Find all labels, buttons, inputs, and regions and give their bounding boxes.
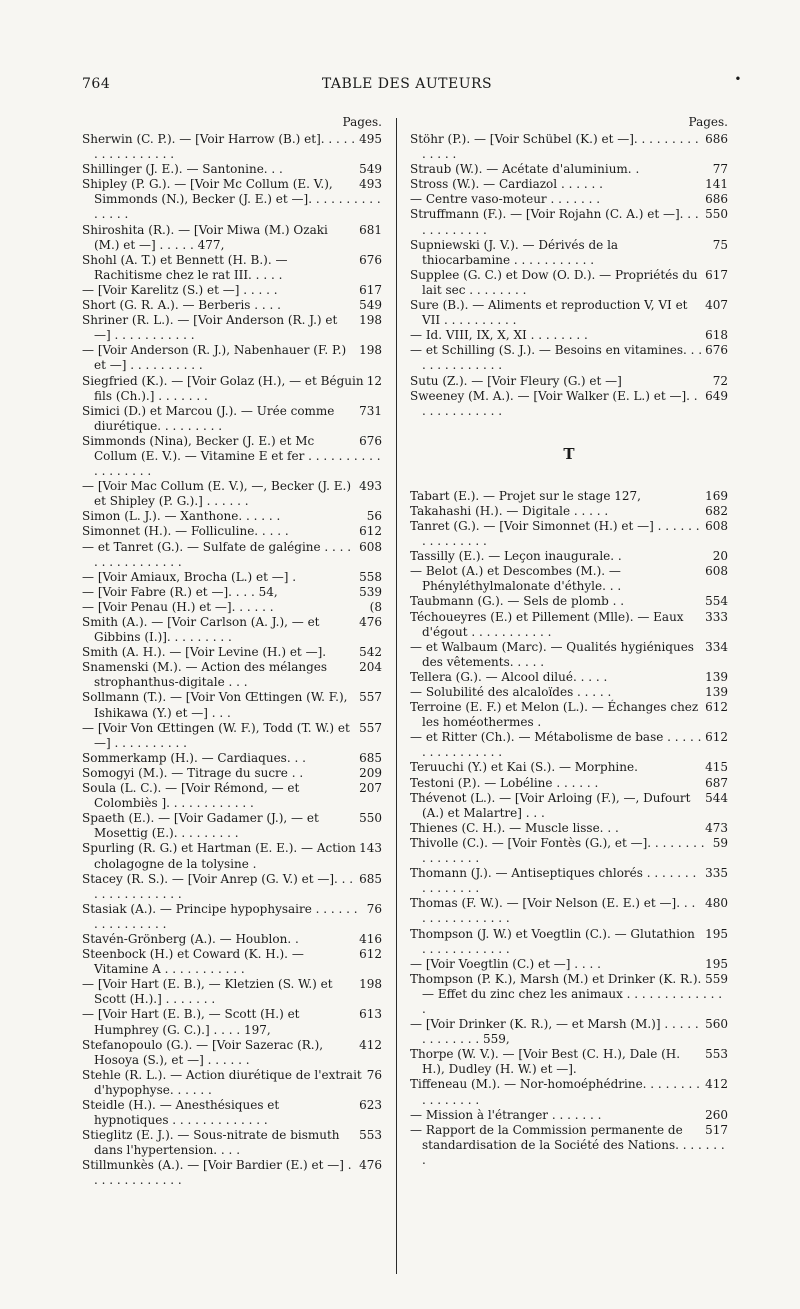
index-entry	[410, 927, 728, 957]
entry-page-number: 195	[705, 926, 728, 941]
entry-text: Taubmann (G.). — Sels de plomb . .	[410, 594, 625, 609]
index-entry	[82, 177, 382, 222]
entry-page-number: 335	[705, 866, 728, 881]
page-header	[82, 72, 742, 98]
entry-text: Sollmann (T.). — [Voir Von Œttingen (W. F.), Ishikawa (Y.) et —] . . .	[82, 690, 348, 720]
entry-text: Téchoueyres (E.) et Pillement (Mlle). — Eaux d'égout . . . . . . . . . . .	[410, 609, 684, 639]
entry-page-number: 550	[359, 811, 382, 826]
index-entry	[82, 660, 382, 690]
index-entry	[410, 1017, 728, 1047]
entry-page-number: 76	[366, 1067, 382, 1082]
entry-page-number: 412	[359, 1037, 382, 1052]
entry-text: Shohl (A. T.) et Bennett (H. B.). — Rachitisme chez le rat III. . . . .	[82, 252, 288, 282]
entry-page-number: 495	[359, 132, 382, 146]
entry-page-number: 560	[705, 1017, 728, 1032]
entry-text: Sweeney (M. A.). — [Voir Walker (E. L.) et —]. . . . . . . . . . . . .	[410, 388, 698, 418]
index-entry	[410, 564, 728, 594]
entry-text: Thompson (P. K.), Marsh (M.) et Drinker (K. R.). — Effet du zinc chez les animaux . . . . . . . . . . . . . .	[410, 971, 723, 1016]
entry-text: Smith (A. H.). — [Voir Levine (H.) et —].	[82, 645, 327, 660]
index-entry	[410, 640, 728, 670]
entry-text: Tiffeneau (M.). — Nor-homoéphédrine. . . . . . . . . . . . . . . .	[410, 1077, 700, 1107]
entry-page-number: 612	[705, 730, 728, 745]
entry-text: Testoni (P.). — Lobéline . . . . . .	[410, 775, 599, 790]
entry-text: Takahashi (H.). — Digitale . . . . .	[410, 503, 609, 518]
index-entry	[82, 253, 382, 283]
index-entry	[410, 866, 728, 896]
entry-text: — Centre vaso-moteur . . . . . . .	[410, 192, 601, 207]
entry-page-number: 685	[359, 750, 382, 765]
entry-text: — [Voir Von Œttingen (W. F.), Todd (T. W.) et —] . . . . . . . . . .	[82, 720, 350, 750]
entry-text: — et Tanret (G.). — Sulfate de galégine . . . . . . . . . . . . . . . .	[82, 539, 352, 569]
index-entry	[410, 760, 728, 775]
entry-text: Thivolle (C.). — [Voir Fontès (G.), et —]. . . . . . . . . . . . . . . .	[410, 835, 705, 866]
index-entry	[82, 343, 382, 373]
index-entry	[82, 509, 382, 524]
index-entry	[82, 434, 382, 479]
index-entry	[410, 972, 728, 1017]
index-entry	[410, 177, 728, 192]
entry-text: Somogyi (M.). — Titrage du sucre . .	[82, 765, 304, 780]
entry-text: — Id. VIII, IX, X, XI . . . . . . . .	[410, 328, 588, 343]
entry-page-number: 617	[359, 282, 382, 297]
index-entry	[82, 645, 382, 660]
entry-text: — [Voir Hart (E. B.), — Kletzien (S. W.) et Scott (H.).] . . . . . . .	[82, 977, 333, 1007]
entry-text: Shillinger (J. E.). — Santonine. . .	[82, 162, 283, 177]
index-entry	[82, 841, 382, 871]
entry-text: Steidle (H.). — Anesthésiques et hypnotiques . . . . . . . . . . . . .	[82, 1098, 280, 1128]
entry-page-number: 612	[359, 947, 382, 962]
index-entry	[82, 872, 382, 902]
entry-text: Steenbock (H.) et Coward (K. H.). — Vitamine A . . . . . . . . . . .	[82, 947, 304, 977]
entry-text: Thomann (J.). — Antiseptiques chlorés . . . . . . . . . . . . . . .	[410, 866, 697, 896]
entry-page-number: 412	[705, 1077, 728, 1092]
entry-page-number: 480	[705, 896, 728, 911]
entry-text: Thorpe (W. V.). — [Voir Best (C. H.), Dale (H. H.), Dudley (H. W.) et —].	[410, 1047, 681, 1077]
entry-text: — Mission à l'étranger . . . . . . .	[410, 1107, 602, 1122]
index-entry	[410, 489, 728, 504]
index-entry	[410, 610, 728, 640]
entry-page-number: 613	[359, 1007, 382, 1022]
entry-text: Thomas (F. W.). — [Voir Nelson (E. E.) et —]. . . . . . . . . . . . . . .	[410, 896, 696, 926]
index-entry	[410, 594, 728, 609]
page-number: 764	[82, 76, 111, 92]
entry-text: Thompson (J. W.) et Voegtlin (C.). — Glutathion . . . . . . . . . . . .	[410, 926, 695, 956]
entry-text: Sure (B.). — Aliments et reproduction V, VI et VII . . . . . . . . . .	[410, 298, 688, 328]
entry-page-number: 682	[705, 503, 728, 518]
entry-text: Simon (L. J.). — Xanthone. . . . . .	[82, 509, 281, 524]
entry-page-number: 553	[359, 1128, 382, 1143]
index-entry	[82, 313, 382, 343]
index-entry	[410, 1108, 728, 1123]
index-entry	[410, 519, 728, 549]
index-entry	[410, 1077, 728, 1107]
index-entry	[82, 1007, 382, 1037]
index-entry	[410, 549, 728, 564]
index-entry	[410, 1123, 728, 1168]
entry-page-number: 617	[705, 267, 728, 282]
index-entry	[82, 1098, 382, 1128]
entry-page-number: 517	[705, 1122, 728, 1137]
entry-page-number: 333	[705, 609, 728, 624]
entry-page-number: 260	[705, 1107, 728, 1122]
entry-text: Spaeth (E.). — [Voir Gadamer (J.), — et Mosettig (E.). . . . . . . . .	[82, 811, 319, 841]
index-entry	[410, 836, 728, 866]
entry-page-number: 476	[359, 1158, 382, 1173]
entry-text: Short (G. R. A.). — Berberis . . . .	[82, 298, 281, 313]
entry-text: — Rapport de la Commission permanente de standardisation de la Société des Nations. . . . . . . .	[410, 1122, 725, 1167]
entry-page-number: 198	[359, 343, 382, 358]
entry-text: Tellera (G.). — Alcool dilué. . . . .	[410, 669, 608, 684]
entry-text: Shipley (P. G.). — [Voir Mc Collum (E. V.), Simmonds (N.), Becker (J. E.) et —]. . . . . . . . . . . . . . .	[82, 177, 381, 222]
index-entry	[82, 223, 382, 253]
entry-page-number: 20	[712, 549, 728, 564]
entry-text: Shiroshita (R.). — [Voir Miwa (M.) Ozaki (M.) et —] . . . . . 477,	[82, 222, 328, 252]
entry-text: Stasiak (A.). — Principe hypophysaire . . . . . . . . . . . . . . . .	[82, 901, 358, 931]
entry-page-number: 608	[705, 564, 728, 579]
entry-page-number: 169	[705, 488, 728, 503]
entry-text: Supplee (G. C.) et Dow (O. D.). — Propriétés du lait sec . . . . . . . .	[410, 267, 698, 297]
column-divider	[396, 118, 397, 1274]
entry-page-number: 559	[705, 971, 728, 986]
entry-text: Supniewski (J. V.). — Dérivés de la thiocarbamine . . . . . . . . . . .	[410, 237, 619, 267]
pages-label: Pages.	[342, 115, 382, 129]
entry-page-number: 198	[359, 313, 382, 328]
right-entry-list-t	[410, 489, 728, 1168]
entry-text: Spurling (R. G.) et Hartman (E. E.). — Action cholagogne de la tolysine .	[82, 841, 356, 871]
entry-page-number: (8	[369, 599, 382, 614]
entry-text: — et Ritter (Ch.). — Métabolisme de base . . . . . . . . . . . . . . . .	[410, 730, 702, 760]
index-entry	[410, 957, 728, 972]
entry-text: Tabart (E.). — Projet sur le stage 127,	[410, 488, 641, 503]
page-title: TABLE DES AUTEURS	[321, 76, 493, 92]
index-entry	[82, 585, 382, 600]
entry-page-number: 676	[359, 252, 382, 267]
entry-page-number: 59	[712, 835, 728, 850]
entry-text: — [Voir Hart (E. B.), — Scott (H.) et Humphrey (G. C.).] . . . . 197,	[82, 1007, 300, 1037]
entry-text: Teruuchi (Y.) et Kai (S.). — Morphine.	[410, 760, 638, 775]
index-entry	[410, 389, 728, 419]
entry-page-number: 549	[359, 162, 382, 177]
entry-page-number: 544	[705, 790, 728, 805]
index-entry	[410, 268, 728, 298]
entry-page-number: 618	[705, 328, 728, 343]
index-entry	[410, 896, 728, 926]
entry-page-number: 415	[705, 760, 728, 775]
index-entry	[82, 162, 382, 177]
entry-text: Stillmunkès (A.). — [Voir Bardier (E.) et —] . . . . . . . . . . . . .	[82, 1158, 352, 1188]
index-entry	[410, 238, 728, 268]
entry-page-number: 76	[366, 901, 382, 916]
entry-text: Siegfried (K.). — [Voir Golaz (H.), — et Béguin fils (Ch.).] . . . . . . .	[82, 373, 364, 403]
index-entry	[82, 690, 382, 720]
index-entry	[82, 374, 382, 404]
entry-text: Stefanopoulo (G.). — [Voir Sazerac (R.), Hosoya (S.), et —] . . . . . .	[82, 1037, 324, 1067]
entry-page-number: 686	[705, 192, 728, 207]
entry-page-number: 557	[359, 690, 382, 705]
entry-text: Stehle (R. L.). — Action diurétique de l'extrait d'hypophyse. . . . . .	[82, 1067, 362, 1097]
entry-text: Sommerkamp (H.). — Cardiaques. . .	[82, 750, 306, 765]
entry-text: Smith (A.). — [Voir Carlson (A. J.), — et Gibbins (I.)]. . . . . . . . .	[82, 615, 320, 645]
right-column	[410, 112, 728, 1168]
entry-text: Soula (L. C.). — [Voir Rémond, — et Colombiès ]. . . . . . . . . . . .	[82, 781, 300, 811]
index-entry	[82, 1158, 382, 1188]
index-entry	[82, 404, 382, 434]
entry-page-number: 141	[705, 177, 728, 192]
entry-page-number: 557	[359, 720, 382, 735]
index-entry	[82, 1068, 382, 1098]
entry-page-number: 612	[705, 700, 728, 715]
entry-page-number: 407	[705, 298, 728, 313]
entry-text: — [Voir Drinker (K. R.), — et Marsh (M.)] . . . . . . . . . . . . . 559,	[410, 1017, 699, 1047]
entry-text: — [Voir Amiaux, Brocha (L.) et —] .	[82, 569, 297, 584]
entry-page-number: 676	[359, 433, 382, 448]
entry-page-number: 612	[359, 524, 382, 539]
index-entry	[410, 730, 728, 760]
index-entry	[410, 192, 728, 207]
entry-page-number: 681	[359, 222, 382, 237]
entry-text: — [Voir Voegtlin (C.) et —] . . . .	[410, 956, 601, 971]
entry-text: Stöhr (P.). — [Voir Schübel (K.) et —]. . . . . . . . . . . . . .	[410, 132, 699, 162]
entry-text: Simici (D.) et Marcou (J.). — Urée comme diurétique. . . . . . . . .	[82, 403, 335, 433]
entry-page-number: 542	[359, 645, 382, 660]
section-letter: T	[563, 444, 575, 463]
entry-page-number: 676	[705, 343, 728, 358]
entry-page-number: 204	[359, 660, 382, 675]
entry-text: — et Schilling (S. J.). — Besoins en vitamines. . . . . . . . . . . . . .	[410, 343, 703, 373]
index-entry	[82, 811, 382, 841]
entry-page-number: 72	[712, 373, 728, 388]
entry-page-number: 549	[359, 298, 382, 313]
entry-text: — Solubilité des alcaloïdes . . . . .	[410, 685, 612, 699]
entry-page-number: 686	[705, 132, 728, 146]
entry-text: Tanret (G.). — [Voir Simonnet (H.) et —] . . . . . . . . . . . . . . .	[410, 518, 700, 549]
entry-text: — [Voir Anderson (R. J.), Nabenhauer (F. P.) et —] . . . . . . . . . .	[82, 343, 347, 373]
entry-text: — Belot (A.) et Descombes (M.). — Phényléthylmalonate d'éthyle. . .	[410, 564, 622, 594]
index-entry	[410, 821, 728, 836]
entry-text: Stavén-Grönberg (A.). — Houblon. .	[82, 931, 299, 946]
entry-page-number: 731	[359, 403, 382, 418]
index-entry	[82, 781, 382, 811]
entry-text: Snamenski (M.). — Action des mélanges strophanthus-digitale . . .	[82, 660, 328, 690]
entry-page-number: 207	[359, 781, 382, 796]
entry-text: Stieglitz (E. J.). — Sous-nitrate de bismuth dans l'hypertension. . . .	[82, 1128, 340, 1158]
index-entry	[410, 207, 728, 237]
entry-page-number: 539	[359, 584, 382, 599]
entry-text: Shriner (R. L.). — [Voir Anderson (R. J.) et —] . . . . . . . . . . .	[82, 313, 338, 343]
index-entry	[82, 932, 382, 947]
entry-page-number: 209	[359, 765, 382, 780]
index-entry	[82, 902, 382, 932]
index-entry	[410, 504, 728, 519]
entry-page-number: 554	[705, 594, 728, 609]
entry-page-number: 493	[359, 479, 382, 494]
index-entry	[82, 1128, 382, 1158]
entry-text: Stross (W.). — Cardiazol . . . . . .	[410, 177, 603, 192]
entry-page-number: 476	[359, 615, 382, 629]
entry-page-number: 56	[366, 509, 382, 524]
entry-page-number: 12	[366, 373, 382, 388]
index-entry	[410, 791, 728, 821]
entry-page-number: 608	[705, 518, 728, 533]
index-entry	[82, 766, 382, 781]
entry-text: Terroine (E. F.) et Melon (L.). — Échanges chez les homéothermes .	[410, 700, 699, 730]
entry-text: Thévenot (L.). — [Voir Arloing (F.), —, Dufourt (A.) et Malartre] . . .	[410, 790, 691, 820]
entry-page-number: 416	[359, 931, 382, 946]
entry-text: Struffmann (F.). — [Voir Rojahn (C. A.) et —]. . . . . . . . . . . .	[410, 207, 699, 237]
entry-text: Sutu (Z.). — [Voir Fleury (G.) et —]	[410, 373, 622, 388]
index-entry	[82, 524, 382, 539]
index-entry	[82, 479, 382, 509]
entry-page-number: 198	[359, 977, 382, 992]
index-entry	[82, 977, 382, 1007]
right-entry-list-s	[410, 132, 728, 419]
index-entry	[410, 343, 728, 373]
index-entry	[410, 670, 728, 685]
index-entry	[410, 685, 728, 700]
entry-page-number: 139	[705, 685, 728, 699]
entry-text: — [Voir Fabre (R.) et —]. . . . 54,	[82, 584, 278, 599]
index-entry	[410, 700, 728, 730]
index-entry	[410, 776, 728, 791]
entry-page-number: 558	[359, 569, 382, 584]
index-entry	[410, 328, 728, 343]
index-entry	[82, 570, 382, 585]
entry-text: Straub (W.). — Acétate d'aluminium. .	[410, 162, 640, 177]
entry-text: — [Voir Mac Collum (E. V.), —, Becker (J. E.) et Shipley (P. G.).] . . . . . .	[82, 479, 352, 509]
entry-page-number: 195	[705, 956, 728, 971]
entry-text: Simmonds (Nina), Becker (J. E.) et Mc Collum (E. V.). — Vitamine E et fer . . . . . . . . . . . . . . . . . .	[82, 433, 381, 479]
index-entry	[82, 298, 382, 313]
pages-label: Pages.	[688, 115, 728, 129]
index-entry	[82, 540, 382, 570]
entry-text: Stacey (R. S.). — [Voir Anrep (G. V.) et —]. . . . . . . . . . . . . . .	[82, 871, 354, 901]
index-entry	[82, 751, 382, 766]
entry-page-number: 473	[705, 820, 728, 835]
header-mark: •	[734, 72, 742, 86]
index-entry	[410, 374, 728, 389]
entry-page-number: 623	[359, 1098, 382, 1112]
entry-page-number: 143	[359, 841, 382, 856]
index-entry	[410, 162, 728, 177]
entry-page-number: 685	[359, 871, 382, 886]
index-entry	[82, 600, 382, 615]
entry-text: Simonnet (H.). — Folliculine. . . . .	[82, 524, 289, 539]
entry-page-number: 334	[705, 639, 728, 654]
entry-text: Tassilly (E.). — Leçon inaugurale. .	[410, 549, 622, 564]
index-entry	[82, 132, 382, 162]
entry-text: — [Voir Karelitz (S.) et —] . . . . .	[82, 282, 278, 297]
index-entry	[410, 132, 728, 162]
entry-text: — et Walbaum (Marc). — Qualités hygiéniques des vêtements. . . . .	[410, 639, 694, 669]
entry-page-number: 608	[359, 539, 382, 554]
entry-text: Sherwin (C. P.). — [Voir Harrow (B.) et]. . . . . . . . . . . . . . . .	[82, 132, 356, 162]
index-entry	[82, 283, 382, 298]
entry-text: Thienes (C. H.). — Muscle lisse. . .	[410, 820, 619, 835]
entry-text: — [Voir Penau (H.) et —]. . . . . .	[82, 599, 274, 614]
left-column	[82, 112, 382, 1189]
entry-page-number: 687	[705, 775, 728, 790]
entry-page-number: 139	[705, 669, 728, 684]
index-entry	[82, 721, 382, 751]
left-entry-list	[82, 132, 382, 1189]
entry-page-number: 77	[712, 162, 728, 177]
index-entry	[82, 1038, 382, 1068]
entry-page-number: 75	[712, 237, 728, 252]
index-entry	[410, 298, 728, 328]
index-entry	[82, 947, 382, 977]
entry-page-number: 493	[359, 177, 382, 192]
index-entry	[82, 615, 382, 645]
index-entry	[410, 1047, 728, 1077]
entry-page-number: 649	[705, 388, 728, 403]
entry-page-number: 553	[705, 1047, 728, 1062]
entry-page-number: 550	[705, 207, 728, 222]
